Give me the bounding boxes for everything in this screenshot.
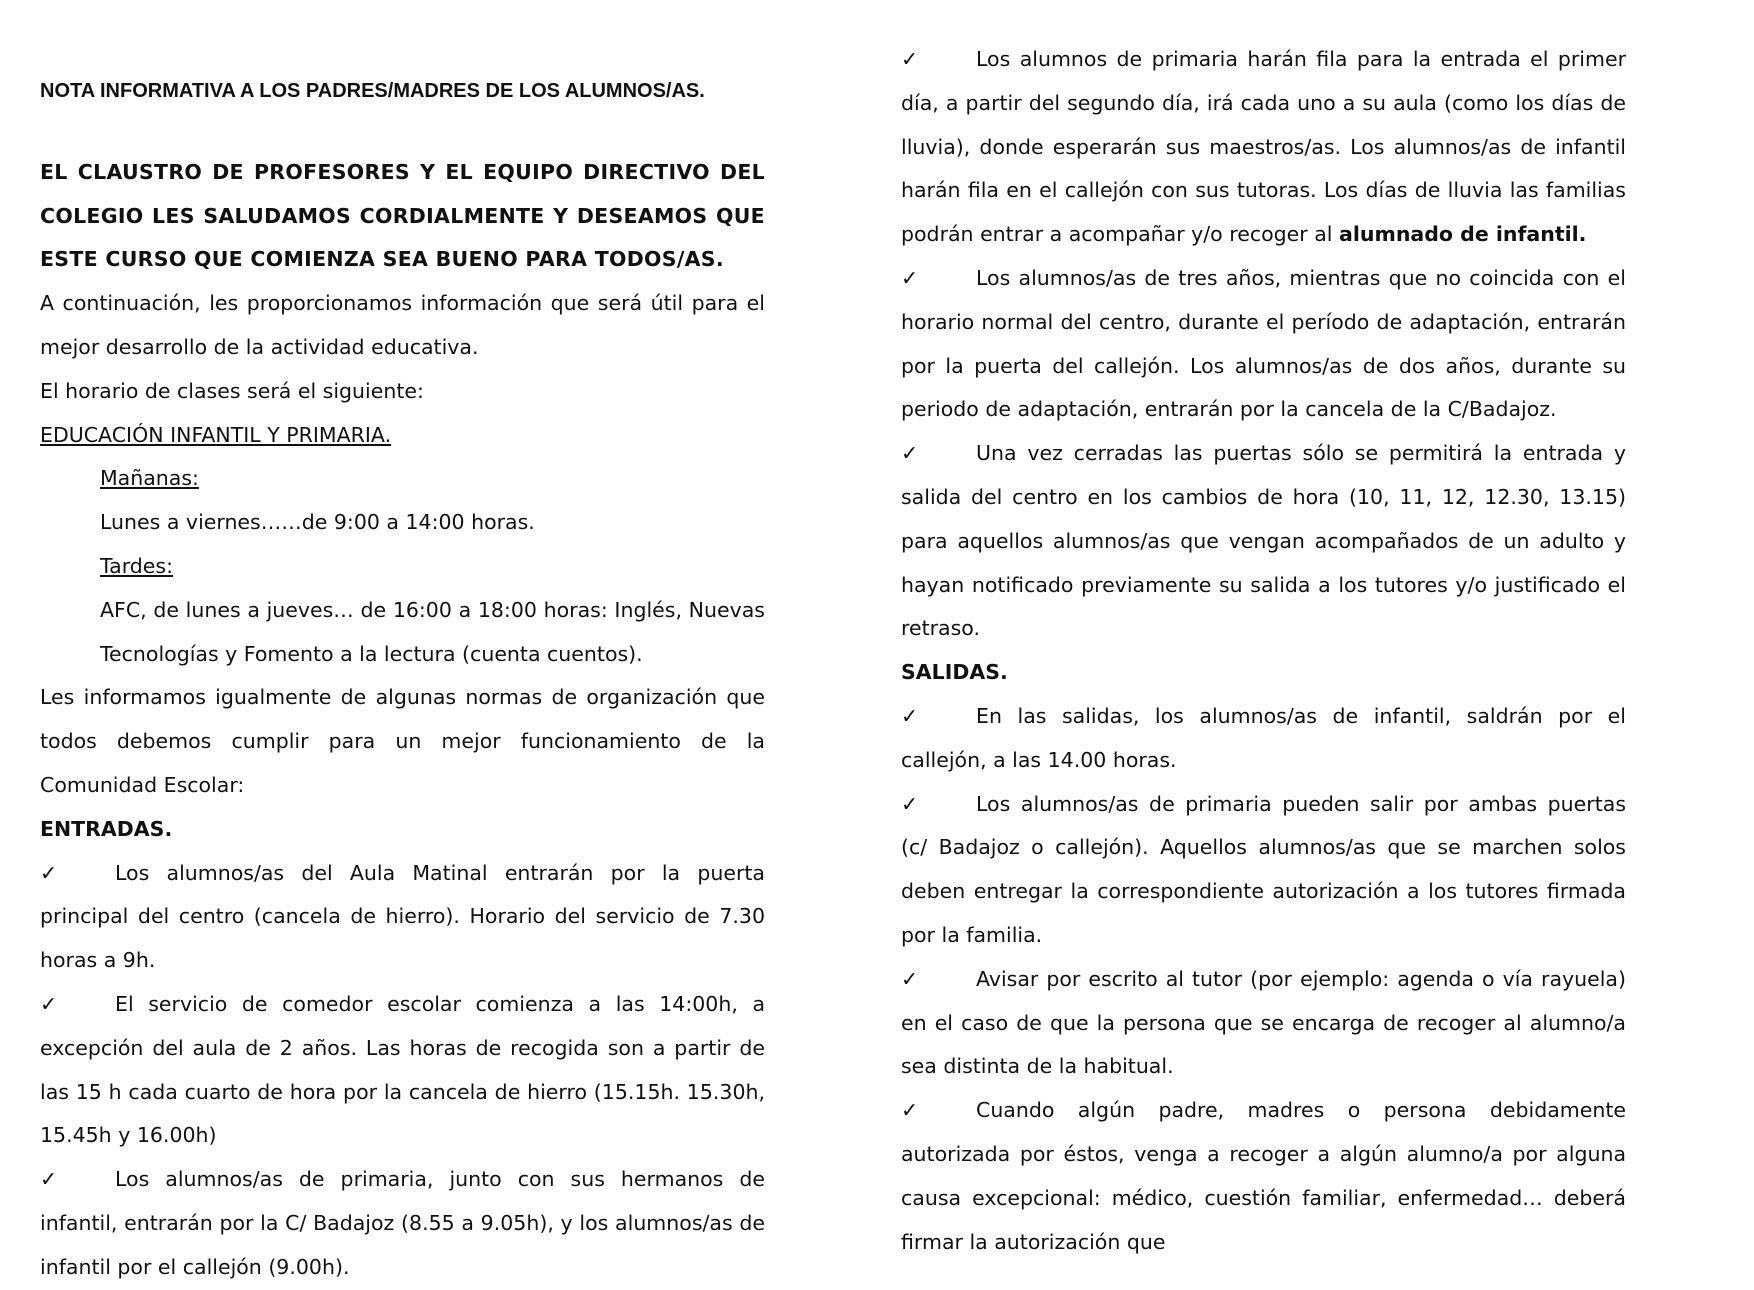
section-heading: EDUCACIÓN INFANTIL Y PRIMARIA. <box>40 422 392 447</box>
list-item <box>901 257 1626 432</box>
list-item <box>901 1089 1626 1264</box>
mananas-schedule: Lunes a viernes……de 9:00 a 14:00 horas. <box>100 510 535 535</box>
list-item-text: El servicio de comedor escolar comienza a las 14:00h, a excepción del aula de 2 años. Las horas de recogida son a partir de las 15 h cada cuarto de hora por la cancela de hierro (15.15h. 15.30h, 15.45h y 16.00h) <box>40 991 765 1148</box>
document-title: NOTA INFORMATIVA A LOS PADRES/MADRES DE LOS ALUMNOS/AS. <box>40 80 705 102</box>
list-item <box>40 983 765 1158</box>
checkmark-icon: ✓ <box>901 441 919 466</box>
list-item-text: Cuando algún padre, madres o persona debidamente autorizada por éstos, venga a recoger a algún alumno/a por alguna causa excepcional: médico, cuestión familiar, enfermedad… deberá firmar la autorización que <box>901 1098 1626 1254</box>
checkmark-icon: ✓ <box>40 1167 58 1192</box>
checkmark-icon: ✓ <box>901 966 919 991</box>
list-item <box>901 958 1626 1089</box>
entradas-heading: ENTRADAS. <box>40 816 173 841</box>
list-item-text: Una vez cerradas las puertas sólo se permitirá la entrada y salida del centro en los cambios de hora (10, 11, 12, 12.30, 13.15) para aquellos alumnos/as que vengan acompañados de un adulto y hayan notificado previamente su salida a los tutores y/o justificado el retraso. <box>901 441 1626 641</box>
list-item <box>901 38 1626 257</box>
tardes-schedule: AFC, de lunes a jueves… de 16:00 a 18:00 horas: Inglés, Nuevas Tecnologías y Fomento a la lectura (cuenta cuentos). <box>100 597 765 666</box>
list-item-text: Los alumnos/as de primaria, junto con sus hermanos de infantil, entrarán por la C/ Badajoz (8.55 a 9.05h), y los alumnos/as de infantil por el callejón (9.00h). <box>40 1167 765 1279</box>
checkmark-icon: ✓ <box>901 791 919 816</box>
checkmark-icon: ✓ <box>40 991 58 1016</box>
mananas-label: Mañanas: <box>100 466 199 491</box>
horario-intro: El horario de clases será el siguiente: <box>40 378 424 403</box>
list-item-text: Los alumnos/as de tres años, mientras que no coincida con el horario normal del centro, durante el período de adaptación, entrarán por la puerta del callejón. Los alumnos/as de dos años, durante su periodo de adaptación, entrarán por la cancela de la C/Badajoz. <box>901 265 1626 422</box>
list-item <box>901 783 1626 958</box>
list-item-text: Los alumnos de primaria harán fila para la entrada el primer día, a partir del segundo día, irá cada uno a su aula (como los días de lluvia), donde esperarán sus maestros/as. Los alumnos/as de infantil harán fila en el callejón con sus tutoras. Los días de lluvia las familias podrán entrar a acompañar y/o recoger al <box>901 47 1626 247</box>
right-column <box>901 0 1626 1264</box>
greeting-paragraph: EL CLAUSTRO DE PROFESORES Y EL EQUIPO DIRECTIVO DEL COLEGIO LES SALUDAMOS CORDIALMENTE Y DESEAMOS QUE ESTE CURSO QUE COMIENZA SEA BUENO PARA TODOS/AS. <box>40 159 765 272</box>
normas-intro: Les informamos igualmente de algunas normas de organización que todos debemos cumplir para un mejor funcionamiento de la Comunidad Escolar: <box>40 685 765 797</box>
list-item-text: Los alumnos/as del Aula Matinal entrarán por la puerta principal del centro (cancela de hierro). Horario del servicio de 7.30 horas a 9h. <box>40 860 765 973</box>
intro-paragraph: A continuación, les proporcionamos información que será útil para el mejor desarrollo de la actividad educativa. <box>40 291 765 359</box>
list-item <box>901 432 1626 651</box>
list-item-text: En las salidas, los alumnos/as de infantil, saldrán por el callejón, a las 14.00 horas. <box>901 703 1626 772</box>
checkmark-icon: ✓ <box>901 265 919 290</box>
checkmark-icon: ✓ <box>901 47 919 71</box>
list-item-text: Los alumnos/as de primaria pueden salir por ambas puertas (c/ Badajoz o callejón). Aquellos alumnos/as que se marchen solos deben entregar la correspondiente autorización a los tutores firmada por la familia. <box>901 791 1626 947</box>
checkmark-icon: ✓ <box>901 703 919 728</box>
left-column <box>40 0 765 1290</box>
tardes-label: Tardes: <box>100 553 173 578</box>
list-item-bold-text: alumnado de infantil. <box>1339 222 1587 247</box>
salidas-heading: SALIDAS. <box>901 660 1008 685</box>
list-item-text: Avisar por escrito al tutor (por ejemplo: agenda o vía rayuela) en el caso de que la persona que se encarga de recoger al alumno/a sea distinta de la habitual. <box>901 966 1626 1079</box>
list-item <box>40 1158 765 1289</box>
list-item <box>901 695 1626 783</box>
list-item <box>40 852 765 983</box>
checkmark-icon: ✓ <box>40 860 58 885</box>
checkmark-icon: ✓ <box>901 1098 919 1123</box>
